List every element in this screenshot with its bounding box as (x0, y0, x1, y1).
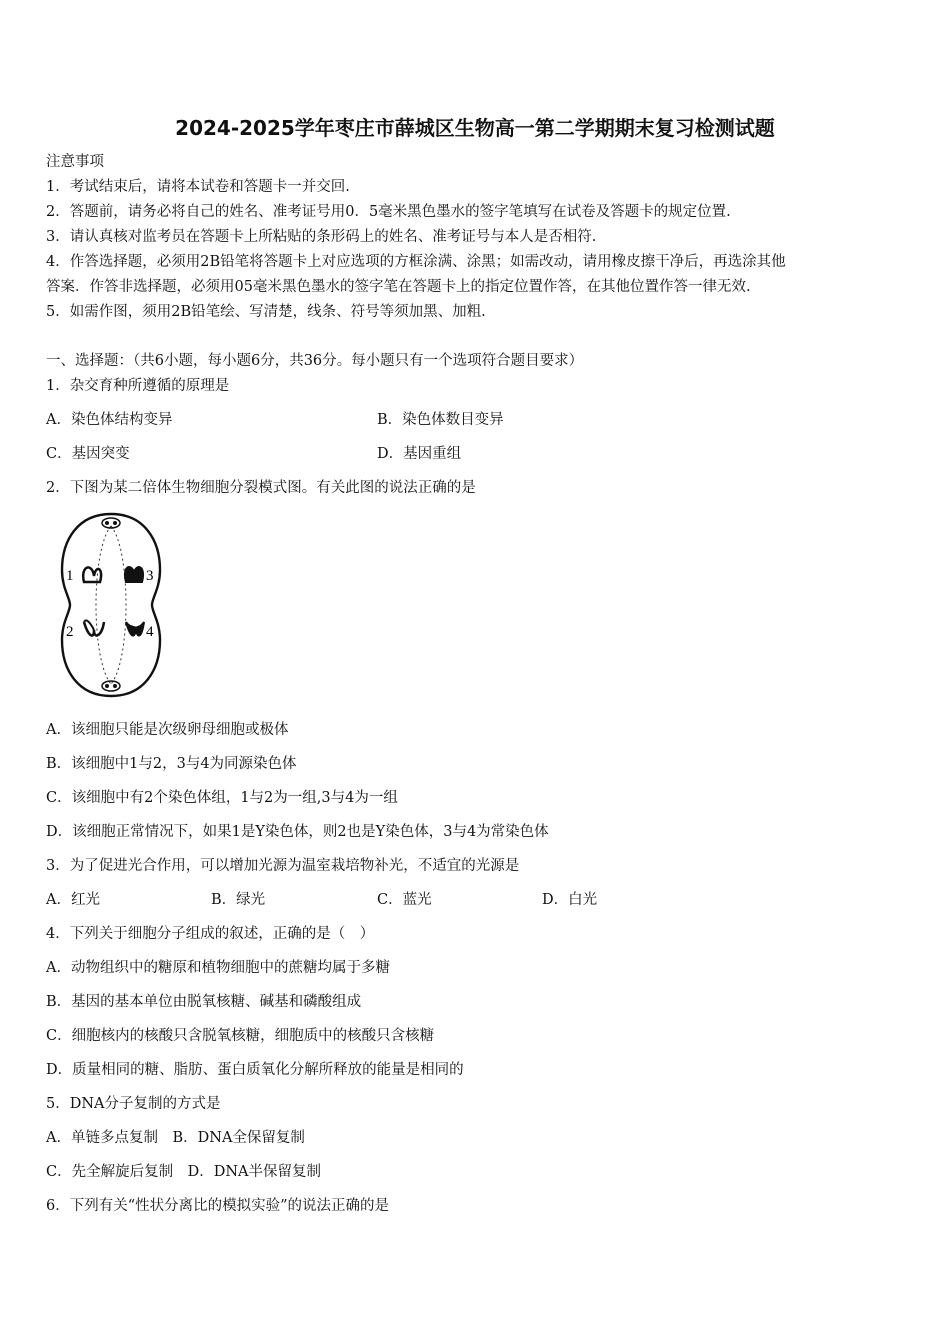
chromosome-label: 4 (146, 624, 154, 640)
question-2-stem: 2．下图为某二倍体生物细胞分裂模式图。有关此图的说法正确的是 (46, 480, 476, 496)
q1-option-a: A．染色体结构变异 (46, 412, 173, 428)
notice-item: 2．答题前，请务必将自己的姓名、准考证号用0．5毫米黑色墨水的签字笔填写在试卷及答题卡的规定位置. (46, 204, 731, 220)
chromosome-2 (84, 620, 104, 635)
question-5-stem: 5．DNA分子复制的方式是 (46, 1096, 221, 1112)
q2-option-d: D．该细胞正常情况下，如果1是Y染色体，则2也是Y染色体，3与4为常染色体 (46, 824, 549, 840)
q3-option-b: B．绿光 (211, 892, 266, 908)
question-4-stem: 4．下列关于细胞分子组成的叙述，正确的是（ ） (46, 926, 375, 942)
q4-option-d: D．质量相同的糖、脂肪、蛋白质氧化分解所释放的能量是相同的 (46, 1062, 464, 1078)
question-1-stem: 1．杂交育种所遵循的原理是 (46, 378, 230, 394)
q5-options-ab: A．单链多点复制 B．DNA全保留复制 (46, 1130, 305, 1146)
chromosome-1 (83, 567, 101, 582)
question-6-stem: 6．下列有关“性状分离比的模拟实验”的说法正确的是 (46, 1198, 390, 1214)
q1-option-b: B．染色体数目变异 (377, 412, 504, 428)
q2-option-c: C．该细胞中有2个染色体组，1与2为一组,3与4为一组 (46, 790, 398, 806)
spindle-fiber (96, 526, 111, 684)
q3-option-a: A．红光 (46, 892, 100, 908)
notice-heading: 注意事项 (46, 154, 104, 170)
q3-option-c: C．蓝光 (377, 892, 432, 908)
notice-item: 答案．作答非选择题，必须用05毫米黑色墨水的签字笔在答题卡上的指定位置作答，在其他位置作答一律无效. (46, 279, 751, 295)
q1-option-d: D．基因重组 (377, 446, 462, 462)
chromosome-4 (126, 622, 144, 636)
q4-option-c: C．细胞核内的核酸只含脱氧核糖，细胞质中的核酸只含核糖 (46, 1028, 435, 1044)
q4-option-b: B．基因的基本单位由脱氧核糖、碱基和磷酸组成 (46, 994, 362, 1010)
chromosome-label: 3 (146, 568, 154, 584)
notice-item: 5．如需作图，须用2B铅笔绘、写清楚，线条、符号等须加黑、加粗. (46, 304, 486, 320)
question-3-stem: 3．为了促进光合作用，可以增加光源为温室栽培物补光，不适宜的光源是 (46, 858, 520, 874)
page-title: 2024-2025学年枣庄市薛城区生物高一第二学期期末复习检测试题 (175, 116, 775, 140)
q3-option-d: D．白光 (542, 892, 598, 908)
chromosome-3 (125, 567, 143, 582)
q2-option-b: B．该细胞中1与2，3与4为同源染色体 (46, 756, 297, 772)
notice-item: 1．考试结束后，请将本试卷和答题卡一并交回. (46, 179, 350, 195)
q5-options-cd: C．先全解旋后复制 D．DNA半保留复制 (46, 1164, 322, 1180)
centriole-bottom (102, 681, 120, 691)
notice-item: 3．请认真核对监考员在答题卡上所粘贴的条形码上的姓名、准考证号与本人是否相符. (46, 229, 597, 245)
section-heading: 一、选择题：（共6小题，每小题6分，共36分。每小题只有一个选项符合题目要求） (46, 353, 584, 369)
spindle-fiber (111, 526, 126, 684)
cell-division-figure (56, 510, 166, 700)
q4-option-a: A．动物组织中的糖原和植物细胞中的蔗糖均属于多糖 (46, 960, 390, 976)
chromosome-label: 2 (66, 624, 74, 640)
chromosome-label: 1 (66, 568, 74, 584)
q2-option-a: A．该细胞只能是次级卵母细胞或极体 (46, 722, 289, 738)
cell-membrane (62, 514, 160, 696)
q1-option-c: C．基因突变 (46, 446, 130, 462)
notice-item: 4．作答选择题，必须用2B铅笔将答题卡上对应选项的方框涂满、涂黑；如需改动，请用橡皮擦干净后，再选涂其他 (46, 254, 786, 270)
